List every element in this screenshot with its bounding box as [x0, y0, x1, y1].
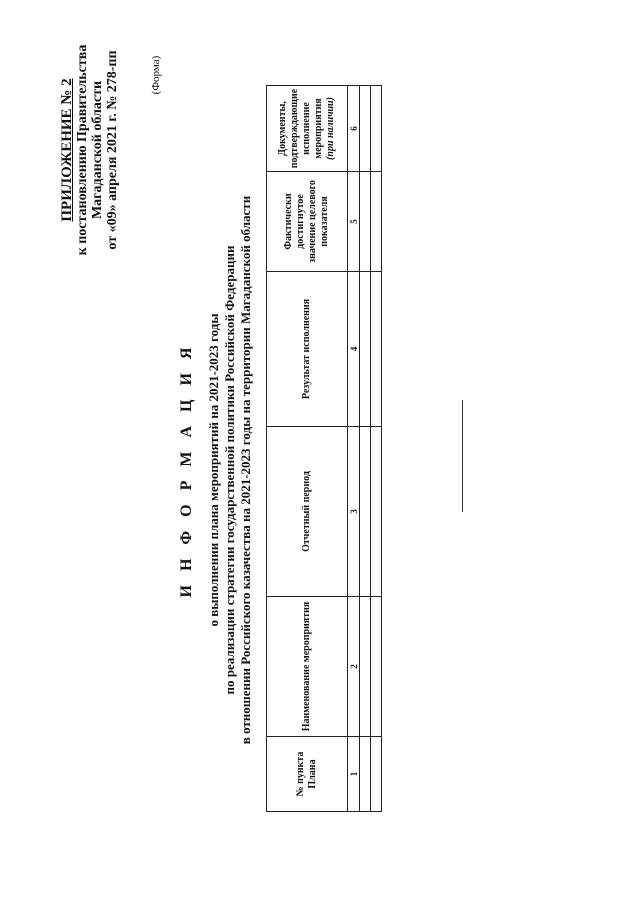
separator-line — [462, 400, 463, 512]
appendix-title: ПРИЛОЖЕНИЕ № 2 — [59, 78, 75, 222]
appendix-line-1: к постановлению Правительства — [75, 44, 90, 256]
column-header-reporting-period: Отчетный период — [267, 427, 348, 597]
report-table — [266, 85, 382, 812]
column-number: 3 — [348, 427, 360, 597]
heading-line-3: в отношении Российского казачества на 2021-2023 годы на территории Магаданской области — [238, 195, 253, 745]
column-header-event-name: Наименование мероприятия — [267, 597, 348, 737]
table-row — [371, 86, 382, 812]
column-number: 2 — [348, 597, 360, 737]
appendix-line-3: от «09» апреля 2021 г. № 278-пп — [105, 50, 120, 250]
table-cell — [360, 597, 371, 737]
appendix-line-2: Магаданской области — [90, 80, 105, 220]
column-header-target-value: Фактически достигнутое значение целевого показателя — [267, 172, 348, 272]
table-cell — [360, 272, 371, 427]
column-number: 1 — [348, 737, 360, 812]
column-header-documents — [267, 86, 348, 172]
appendix-block — [60, 0, 120, 300]
table-cell — [371, 272, 382, 427]
table-cell — [371, 597, 382, 737]
heading-line-1: о выполнении плана мероприятий на 2021-2023 годы — [206, 313, 221, 627]
table-cell — [371, 427, 382, 597]
documents-label: Документы, подтверждающие исполнение мероприятия — [277, 88, 324, 169]
table-cell — [371, 737, 382, 812]
table-cell — [371, 86, 382, 172]
column-number: 5 — [348, 172, 360, 272]
documents-note: (при наличии) — [325, 97, 336, 160]
column-number: 6 — [348, 86, 360, 172]
column-header-result: Результат исполнения — [267, 272, 348, 427]
document-title: И Н Ф О Р М А Ц И Я — [178, 342, 195, 598]
column-number-row — [348, 86, 360, 812]
table-cell — [360, 737, 371, 812]
table-row — [360, 86, 371, 812]
column-header-item-number: № пункта Плана — [267, 737, 348, 812]
column-number: 4 — [348, 272, 360, 427]
table-cell — [360, 427, 371, 597]
document-heading — [178, 35, 254, 905]
table-cell — [360, 86, 371, 172]
form-label: (Форма) — [150, 55, 162, 95]
table-header-row — [267, 86, 348, 812]
heading-line-2: по реализации стратегии государственной политики Российской Федерации — [222, 245, 237, 695]
table-cell — [360, 172, 371, 272]
table-cell — [371, 172, 382, 272]
